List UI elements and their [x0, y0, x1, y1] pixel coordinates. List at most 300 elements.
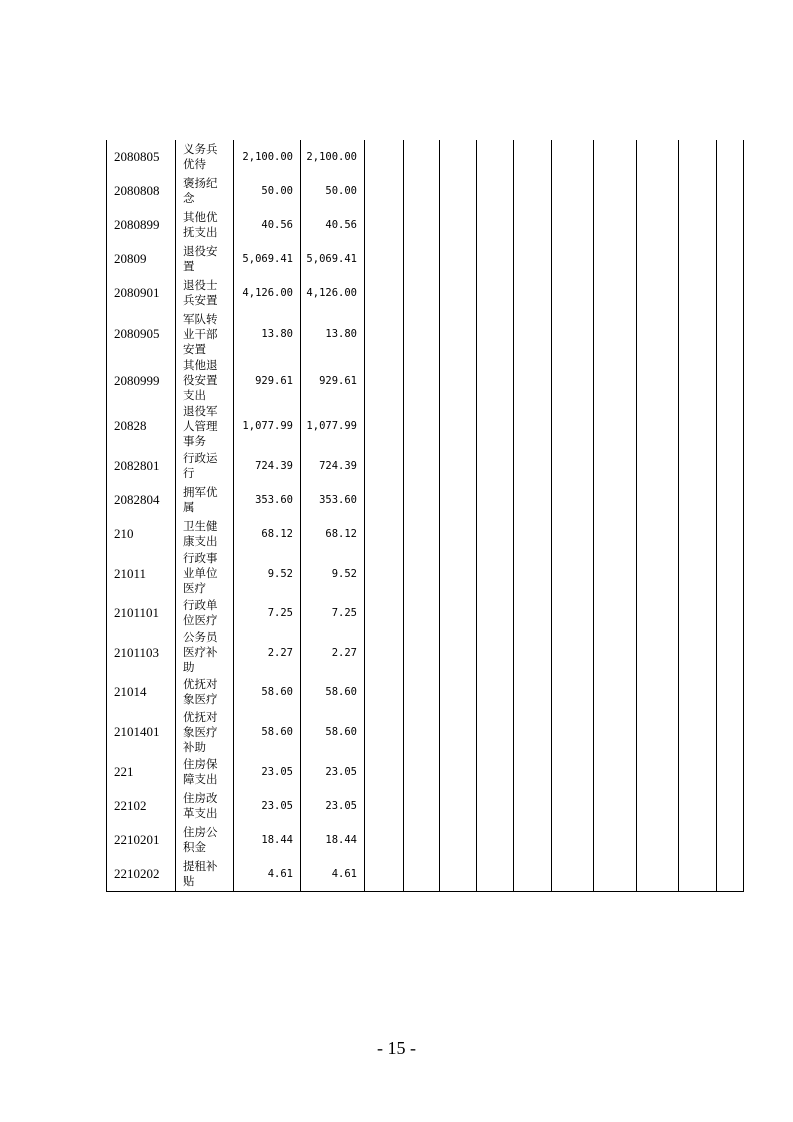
empty-cell [637, 630, 679, 675]
empty-cell [514, 709, 552, 755]
total-amount-cell: 724.39 [234, 449, 301, 483]
subject-name-line: 助 [183, 660, 195, 674]
empty-cell [365, 551, 404, 596]
empty-cell [440, 358, 477, 403]
empty-cell [552, 242, 594, 276]
empty-cell [637, 276, 679, 310]
subject-name-line: 积金 [183, 840, 206, 854]
empty-cell [679, 242, 717, 276]
empty-cell [404, 823, 440, 857]
table-row [107, 789, 744, 823]
empty-cell [717, 242, 744, 276]
table-row [107, 823, 744, 857]
empty-cell [679, 483, 717, 517]
subject-name-cell [176, 596, 234, 630]
subject-code-cell: 2080999 [107, 358, 176, 403]
subject-name-line: 支出 [183, 388, 206, 402]
empty-cell [404, 517, 440, 551]
empty-cell [637, 174, 679, 208]
empty-cell [440, 310, 477, 358]
subject-name-line: 补助 [183, 739, 206, 754]
empty-cell [637, 517, 679, 551]
empty-cell [637, 551, 679, 596]
subject-name-line: 住房改 [183, 791, 218, 805]
subject-name-cell [176, 630, 234, 675]
amount-cell: 353.60 [301, 483, 365, 517]
empty-cell [552, 358, 594, 403]
empty-cell [477, 596, 514, 630]
empty-cell [637, 789, 679, 823]
subject-name-cell [176, 857, 234, 891]
table-row [107, 208, 744, 242]
empty-cell [637, 358, 679, 403]
empty-cell [404, 630, 440, 675]
empty-cell [404, 276, 440, 310]
empty-cell [637, 755, 679, 789]
budget-table [106, 140, 744, 892]
empty-cell [717, 140, 744, 174]
empty-cell [717, 517, 744, 551]
empty-cell [404, 675, 440, 709]
subject-name-line: 贴 [183, 873, 195, 888]
empty-cell [404, 755, 440, 789]
empty-cell [637, 823, 679, 857]
subject-name-line: 卫生健 [183, 519, 218, 533]
table-row [107, 276, 744, 310]
empty-cell [440, 857, 477, 891]
subject-name-line: 其他退 [183, 358, 218, 372]
empty-cell [679, 630, 717, 675]
empty-cell [365, 709, 404, 755]
empty-cell [365, 755, 404, 789]
total-amount-cell: 353.60 [234, 483, 301, 517]
empty-cell [717, 403, 744, 449]
empty-cell [514, 140, 552, 174]
empty-cell [594, 551, 637, 596]
empty-cell [552, 823, 594, 857]
subject-name-line: 其他优 [183, 210, 218, 224]
empty-cell [477, 276, 514, 310]
empty-cell [440, 517, 477, 551]
page-number: - 15 - [377, 1038, 416, 1058]
amount-cell: 18.44 [301, 823, 365, 857]
empty-cell [440, 675, 477, 709]
empty-cell [440, 208, 477, 242]
empty-cell [679, 675, 717, 709]
empty-cell [679, 449, 717, 483]
empty-cell [514, 755, 552, 789]
subject-name-line: 拥军优 [183, 485, 218, 499]
empty-cell [365, 208, 404, 242]
total-amount-cell: 4.61 [234, 857, 301, 891]
empty-cell [440, 551, 477, 596]
empty-cell [594, 276, 637, 310]
empty-cell [717, 596, 744, 630]
total-amount-cell: 4,126.00 [234, 276, 301, 310]
subject-name-line: 安置 [183, 341, 206, 356]
empty-cell [594, 517, 637, 551]
empty-cell [514, 403, 552, 449]
subject-code-cell: 2082801 [107, 449, 176, 483]
empty-cell [552, 630, 594, 675]
table-row [107, 483, 744, 517]
total-amount-cell: 1,077.99 [234, 403, 301, 449]
empty-cell [440, 242, 477, 276]
empty-cell [594, 208, 637, 242]
empty-cell [365, 174, 404, 208]
empty-cell [594, 449, 637, 483]
subject-code-cell: 2080899 [107, 208, 176, 242]
empty-cell [514, 789, 552, 823]
total-amount-cell: 2,100.00 [234, 140, 301, 174]
empty-cell [440, 174, 477, 208]
subject-name-line: 住房公 [183, 825, 218, 839]
subject-code-cell: 2080901 [107, 276, 176, 310]
empty-cell [477, 857, 514, 891]
subject-code-cell: 210 [107, 517, 176, 551]
subject-code-cell: 22102 [107, 789, 176, 823]
empty-cell [637, 403, 679, 449]
empty-cell [365, 310, 404, 358]
empty-cell [679, 208, 717, 242]
empty-cell [594, 403, 637, 449]
table-row [107, 630, 744, 675]
amount-cell: 5,069.41 [301, 242, 365, 276]
total-amount-cell: 23.05 [234, 755, 301, 789]
empty-cell [440, 823, 477, 857]
empty-cell [679, 403, 717, 449]
empty-cell [637, 675, 679, 709]
empty-cell [679, 358, 717, 403]
subject-name-cell [176, 551, 234, 596]
amount-cell: 4.61 [301, 857, 365, 891]
empty-cell [365, 517, 404, 551]
empty-cell [717, 174, 744, 208]
subject-code-cell: 2080808 [107, 174, 176, 208]
empty-cell [552, 857, 594, 891]
empty-cell [514, 551, 552, 596]
empty-cell [637, 242, 679, 276]
empty-cell [514, 857, 552, 891]
subject-name-line: 位医疗 [183, 613, 218, 627]
empty-cell [514, 823, 552, 857]
subject-name-line: 象医疗 [183, 724, 218, 739]
empty-cell [552, 551, 594, 596]
empty-cell [477, 789, 514, 823]
subject-code-cell: 2210201 [107, 823, 176, 857]
empty-cell [365, 242, 404, 276]
empty-cell [552, 174, 594, 208]
empty-cell [440, 449, 477, 483]
empty-cell [637, 709, 679, 755]
total-amount-cell: 58.60 [234, 675, 301, 709]
subject-name-cell [176, 675, 234, 709]
empty-cell [477, 483, 514, 517]
table-row [107, 517, 744, 551]
subject-name-line: 役安置 [183, 373, 218, 387]
table-row [107, 709, 744, 755]
empty-cell [717, 208, 744, 242]
empty-cell [365, 140, 404, 174]
empty-cell [477, 140, 514, 174]
empty-cell [717, 675, 744, 709]
amount-cell: 7.25 [301, 596, 365, 630]
empty-cell [679, 789, 717, 823]
subject-name-line: 业单位 [183, 566, 218, 580]
empty-cell [404, 208, 440, 242]
empty-cell [365, 449, 404, 483]
subject-name-line: 军队转 [183, 311, 218, 326]
empty-cell [679, 823, 717, 857]
empty-cell [365, 789, 404, 823]
table-row [107, 675, 744, 709]
subject-name-line: 退役安 [183, 244, 218, 258]
empty-cell [477, 403, 514, 449]
total-amount-cell: 40.56 [234, 208, 301, 242]
empty-cell [594, 630, 637, 675]
empty-cell [365, 630, 404, 675]
empty-cell [365, 675, 404, 709]
empty-cell [717, 630, 744, 675]
empty-cell [717, 709, 744, 755]
subject-name-cell [176, 276, 234, 310]
amount-cell: 9.52 [301, 551, 365, 596]
subject-name-line: 义务兵 [183, 142, 218, 156]
empty-cell [594, 755, 637, 789]
empty-cell [594, 823, 637, 857]
empty-cell [552, 483, 594, 517]
empty-cell [404, 140, 440, 174]
subject-name-cell [176, 517, 234, 551]
empty-cell [514, 242, 552, 276]
amount-cell: 2.27 [301, 630, 365, 675]
table-row [107, 403, 744, 449]
empty-cell [514, 483, 552, 517]
empty-cell [477, 551, 514, 596]
budget-table-container [106, 140, 744, 892]
subject-name-line: 优抚对 [183, 677, 218, 691]
total-amount-cell: 9.52 [234, 551, 301, 596]
subject-name-line: 事务 [183, 433, 206, 448]
subject-name-line: 念 [183, 191, 195, 205]
empty-cell [594, 709, 637, 755]
subject-name-line: 退役军 [183, 403, 218, 418]
empty-cell [365, 483, 404, 517]
empty-cell [717, 857, 744, 891]
amount-cell: 13.80 [301, 310, 365, 358]
empty-cell [552, 517, 594, 551]
empty-cell [717, 276, 744, 310]
empty-cell [440, 276, 477, 310]
empty-cell [477, 242, 514, 276]
total-amount-cell: 68.12 [234, 517, 301, 551]
budget-table-body [107, 140, 744, 891]
empty-cell [404, 358, 440, 403]
empty-cell [404, 709, 440, 755]
total-amount-cell: 58.60 [234, 709, 301, 755]
subject-name-cell [176, 449, 234, 483]
empty-cell [477, 310, 514, 358]
total-amount-cell: 13.80 [234, 310, 301, 358]
amount-cell: 68.12 [301, 517, 365, 551]
table-row [107, 449, 744, 483]
subject-name-cell [176, 174, 234, 208]
empty-cell [404, 789, 440, 823]
subject-name-line: 革支出 [183, 806, 218, 820]
subject-name-cell [176, 403, 234, 449]
subject-code-cell: 2101103 [107, 630, 176, 675]
empty-cell [514, 596, 552, 630]
subject-code-cell: 2101101 [107, 596, 176, 630]
empty-cell [365, 596, 404, 630]
amount-cell: 58.60 [301, 709, 365, 755]
empty-cell [365, 358, 404, 403]
empty-cell [679, 174, 717, 208]
subject-name-cell [176, 823, 234, 857]
subject-name-line: 退役士 [183, 278, 218, 292]
subject-name-line: 行 [183, 466, 195, 480]
table-row [107, 174, 744, 208]
empty-cell [514, 630, 552, 675]
empty-cell [717, 449, 744, 483]
empty-cell [717, 358, 744, 403]
empty-cell [477, 755, 514, 789]
empty-cell [404, 242, 440, 276]
total-amount-cell: 18.44 [234, 823, 301, 857]
empty-cell [552, 755, 594, 789]
subject-code-cell: 2210202 [107, 857, 176, 891]
empty-cell [637, 310, 679, 358]
subject-name-cell [176, 709, 234, 755]
subject-name-line: 兵安置 [183, 293, 218, 307]
empty-cell [679, 755, 717, 789]
empty-cell [717, 551, 744, 596]
empty-cell [594, 596, 637, 630]
empty-cell [552, 310, 594, 358]
empty-cell [440, 403, 477, 449]
subject-name-line: 住房保 [183, 757, 218, 771]
total-amount-cell: 7.25 [234, 596, 301, 630]
empty-cell [552, 276, 594, 310]
empty-cell [404, 551, 440, 596]
empty-cell [514, 517, 552, 551]
empty-cell [404, 174, 440, 208]
empty-cell [717, 483, 744, 517]
subject-name-line: 优待 [183, 157, 206, 171]
empty-cell [440, 630, 477, 675]
empty-cell [679, 596, 717, 630]
empty-cell [679, 857, 717, 891]
amount-cell: 58.60 [301, 675, 365, 709]
empty-cell [440, 596, 477, 630]
empty-cell [594, 675, 637, 709]
table-row [107, 358, 744, 403]
empty-cell [637, 483, 679, 517]
table-row [107, 242, 744, 276]
subject-name-line: 属 [183, 500, 195, 514]
subject-name-line: 行政单 [183, 598, 218, 612]
empty-cell [365, 276, 404, 310]
empty-cell [477, 449, 514, 483]
empty-cell [404, 483, 440, 517]
amount-cell: 1,077.99 [301, 403, 365, 449]
subject-name-line: 障支出 [183, 772, 218, 786]
subject-name-line: 象医疗 [183, 692, 218, 706]
subject-name-cell [176, 140, 234, 174]
empty-cell [594, 174, 637, 208]
subject-name-line: 抚支出 [183, 225, 218, 239]
empty-cell [365, 403, 404, 449]
empty-cell [679, 140, 717, 174]
subject-name-line: 公务员 [183, 630, 218, 644]
total-amount-cell: 2.27 [234, 630, 301, 675]
empty-cell [594, 358, 637, 403]
table-row [107, 551, 744, 596]
subject-code-cell: 21014 [107, 675, 176, 709]
subject-name-cell [176, 755, 234, 789]
subject-name-line: 褒扬纪 [183, 176, 218, 190]
subject-code-cell: 2101401 [107, 709, 176, 755]
empty-cell [514, 675, 552, 709]
amount-cell: 4,126.00 [301, 276, 365, 310]
empty-cell [637, 449, 679, 483]
empty-cell [514, 449, 552, 483]
empty-cell [552, 449, 594, 483]
subject-code-cell: 20809 [107, 242, 176, 276]
empty-cell [404, 857, 440, 891]
empty-cell [679, 551, 717, 596]
subject-name-cell [176, 789, 234, 823]
table-row [107, 140, 744, 174]
table-row [107, 755, 744, 789]
empty-cell [637, 857, 679, 891]
subject-name-line: 行政运 [183, 451, 218, 465]
empty-cell [679, 517, 717, 551]
empty-cell [440, 709, 477, 755]
empty-cell [594, 483, 637, 517]
subject-name-line: 业干部 [183, 326, 218, 341]
subject-code-cell: 2080805 [107, 140, 176, 174]
empty-cell [552, 789, 594, 823]
empty-cell [477, 823, 514, 857]
empty-cell [594, 242, 637, 276]
empty-cell [514, 174, 552, 208]
empty-cell [552, 675, 594, 709]
subject-name-cell [176, 358, 234, 403]
empty-cell [717, 755, 744, 789]
empty-cell [477, 517, 514, 551]
amount-cell: 23.05 [301, 789, 365, 823]
subject-name-line: 优抚对 [183, 709, 218, 724]
table-row [107, 596, 744, 630]
subject-name-line: 人管理 [183, 418, 218, 433]
amount-cell: 929.61 [301, 358, 365, 403]
empty-cell [637, 208, 679, 242]
empty-cell [514, 310, 552, 358]
empty-cell [477, 174, 514, 208]
empty-cell [514, 208, 552, 242]
empty-cell [440, 140, 477, 174]
amount-cell: 23.05 [301, 755, 365, 789]
amount-cell: 2,100.00 [301, 140, 365, 174]
empty-cell [679, 310, 717, 358]
empty-cell [552, 140, 594, 174]
total-amount-cell: 23.05 [234, 789, 301, 823]
empty-cell [594, 310, 637, 358]
empty-cell [477, 675, 514, 709]
empty-cell [440, 755, 477, 789]
empty-cell [717, 310, 744, 358]
